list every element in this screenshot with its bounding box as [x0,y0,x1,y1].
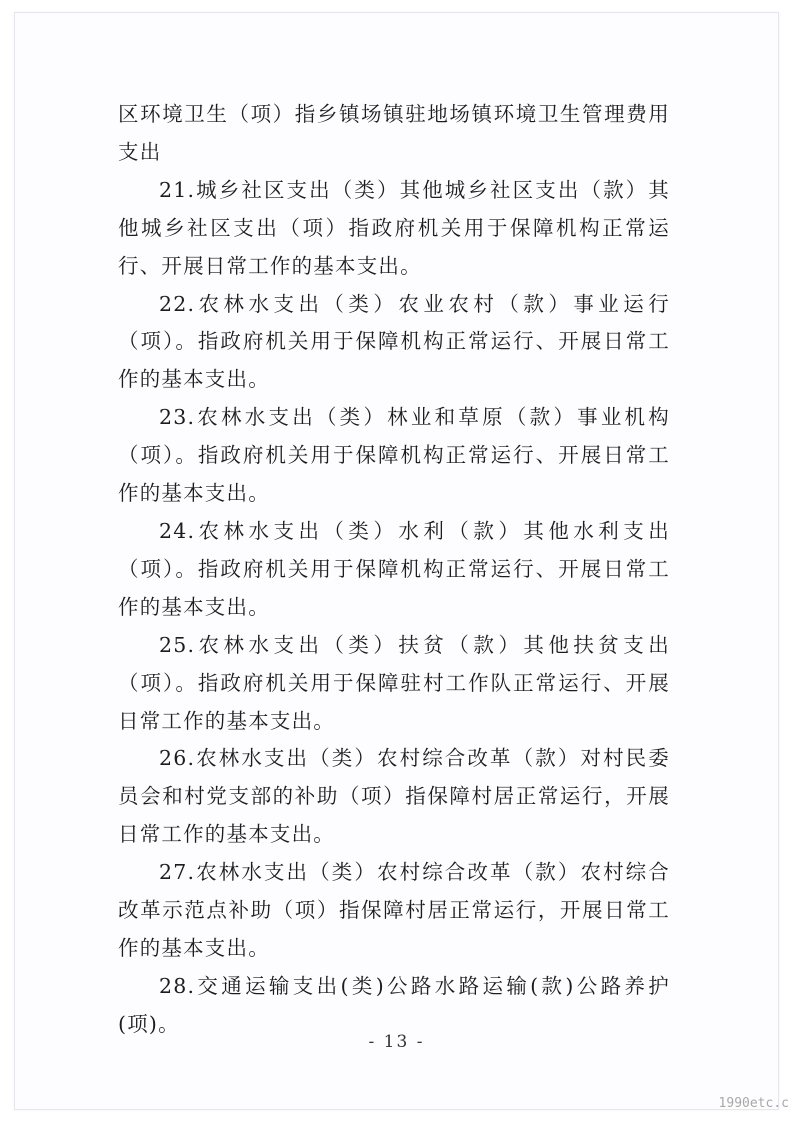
paragraph-item-23: 23.农林水支出（类）林业和草原（款）事业机构（项）。指政府机关用于保障机构正常运行、开展日常工作的基本支出。 [118,405,670,506]
paragraph-item-22: 22.农林水支出（类）农业农村（款）事业运行（项）。指政府机关用于保障机构正常运行、开展日常工作的基本支出。 [118,291,670,392]
site-watermark: 1990etc.c [718,1096,789,1111]
paragraph-item-28: 28.交通运输支出(类)公路水路运输(款)公路养护(项)。 [118,973,670,1036]
paragraph-item-26: 26.农林水支出（类）农村综合改革（款）对村民委员会和村党支部的补助（项）指保障村居正常运行，开展日常工作的基本支出。 [118,746,670,847]
paragraph-continuation: 区环境卫生（项）指乡镇场镇驻地场镇环境卫生管理费用支出 [118,102,670,164]
document-body [118,96,670,1044]
page-number: - 13 - [368,1032,425,1052]
paragraph-item-27: 27.农林水支出（类）农村综合改革（款）农村综合改革示范点补助（项）指保障村居正常运行，开展日常工作的基本支出。 [118,860,670,960]
paragraph-item-21: 21.城乡社区支出（类）其他城乡社区支出（款）其他城乡社区支出（项）指政府机关用于保障机构正常运行、开展日常工作的基本支出。 [118,177,670,278]
paragraph-item-24: 24.农林水支出（类）水利（款）其他水利支出（项）。指政府机关用于保障机构正常运行、开展日常工作的基本支出。 [118,518,670,619]
paragraph-item-25: 25.农林水支出（类）扶贫（款）其他扶贫支出（项）。指政府机关用于保障驻村工作队正常运行、开展日常工作的基本支出。 [118,632,670,733]
